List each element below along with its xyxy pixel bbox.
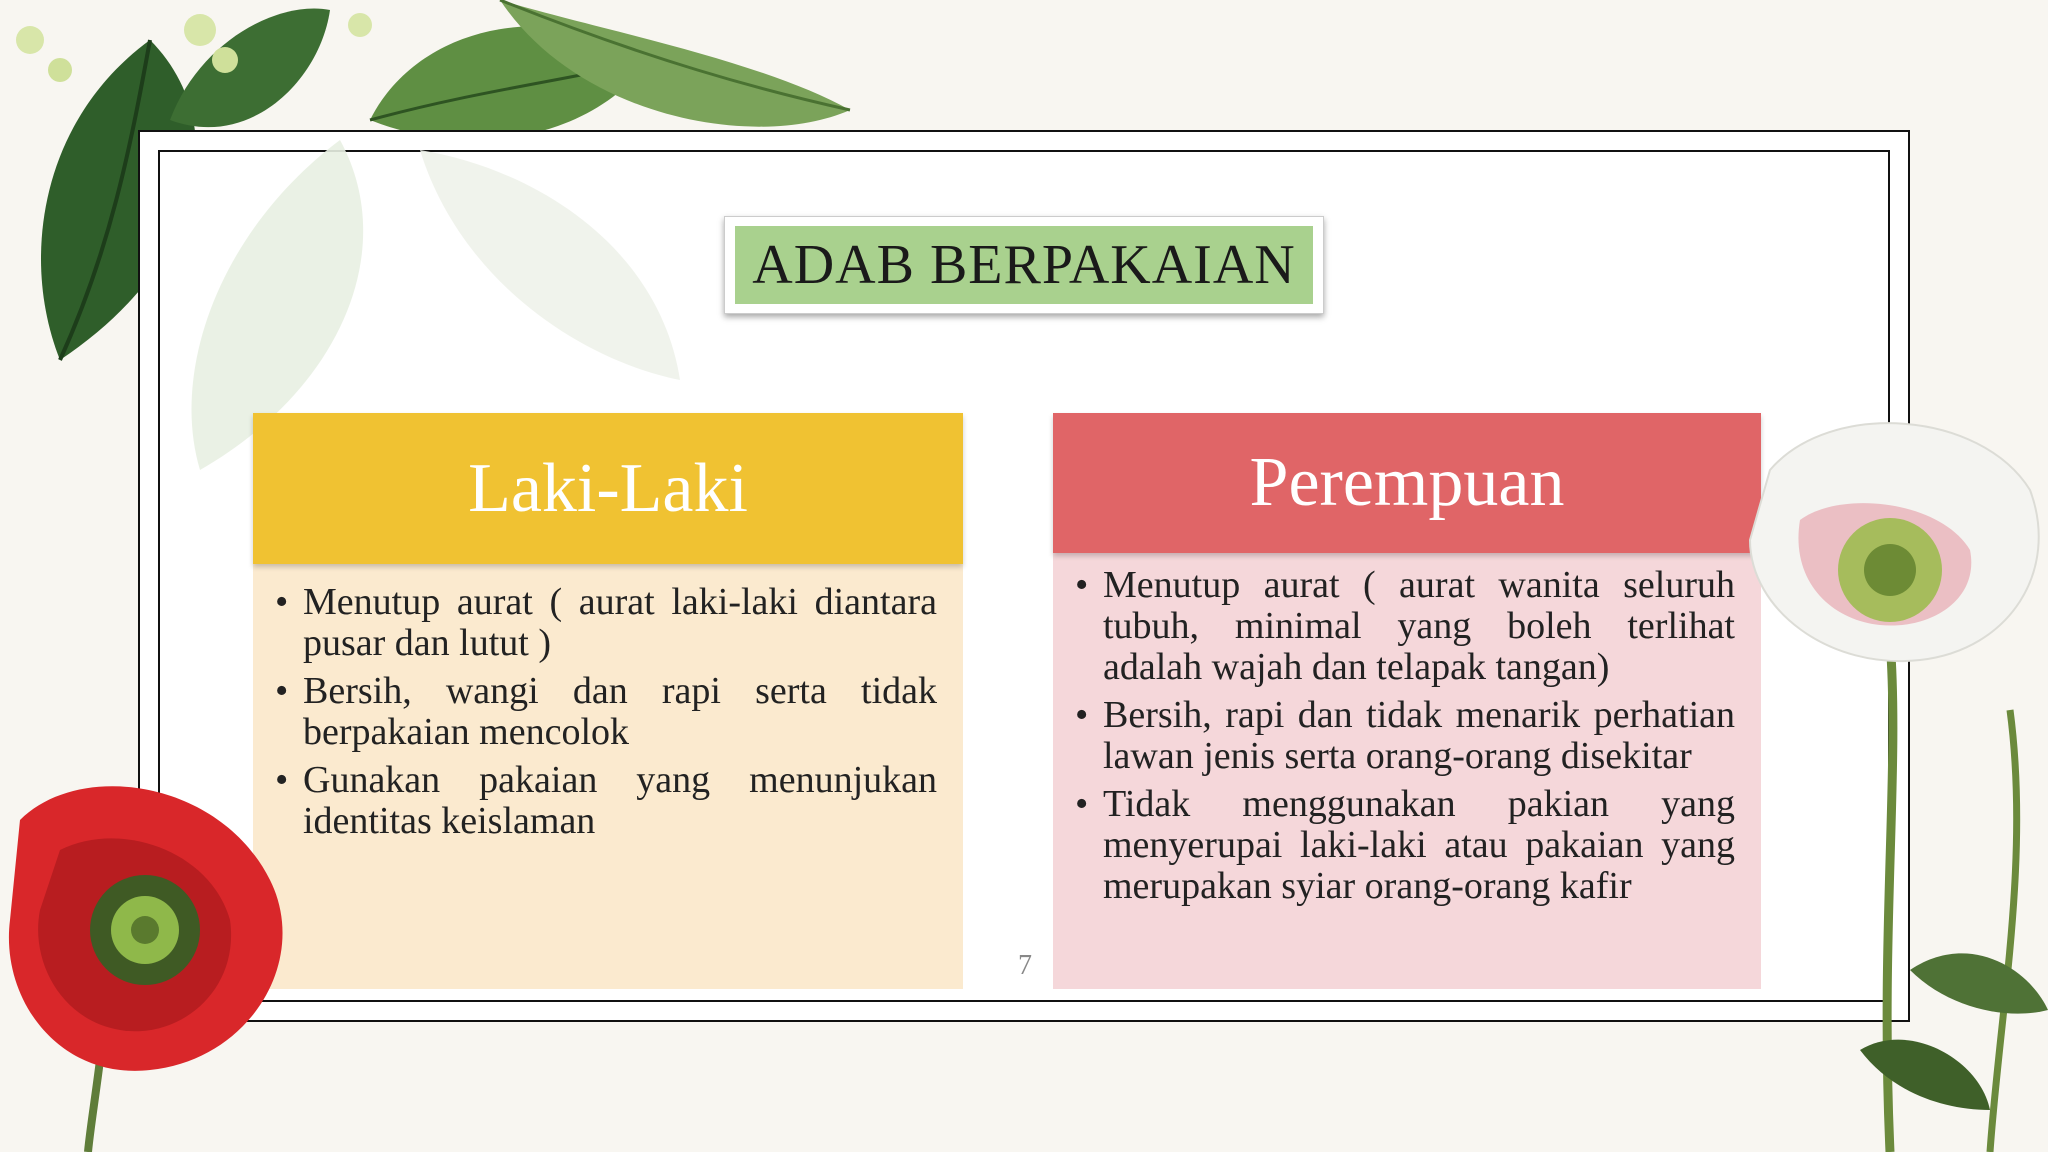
perempuan-list	[1053, 553, 1761, 989]
list-item: • Menutup aurat ( aurat wanita seluruh tubuh, minimal yang boleh terlihat adalah wajah dan telapak tangan)	[1073, 565, 1735, 688]
list-item: • Tidak menggunakan pakian yang menyerupai laki-laki atau pakaian yang merupakan syiar orang-orang kafir	[1073, 784, 1735, 907]
laki-laki-panel	[253, 413, 963, 989]
laki-laki-list	[253, 564, 963, 989]
laki-laki-heading: Laki-Laki	[253, 413, 963, 564]
list-item: • Gunakan pakaian yang menunjukan identitas keislaman	[273, 760, 937, 842]
list-item: • Bersih, rapi dan tidak menarik perhatian lawan jenis serta orang-orang disekitar	[1073, 695, 1735, 777]
page-number: 7	[1018, 950, 1032, 981]
list-item: • Menutup aurat ( aurat laki-laki diantara pusar dan lutut )	[273, 582, 937, 664]
title-box	[724, 216, 1324, 314]
list-item: • Bersih, wangi dan rapi serta tidak berpakaian mencolok	[273, 671, 937, 753]
perempuan-panel	[1053, 413, 1761, 989]
perempuan-heading: Perempuan	[1053, 413, 1761, 553]
slide-title: ADAB BERPAKAIAN	[735, 226, 1313, 304]
